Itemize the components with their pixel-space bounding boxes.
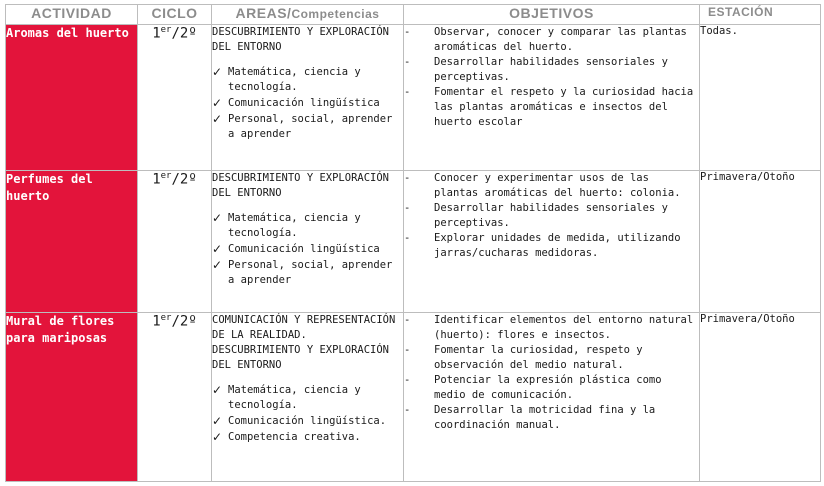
header-objetivos: OBJETIVOS [404,5,700,25]
list-item [212,258,403,288]
objetivo-text: Potenciar la expresión plástica como medio de comunicación. [434,374,662,401]
list-item [212,242,403,257]
list-item [212,65,403,95]
list-item [404,403,699,433]
list-item [404,201,699,231]
activity-cell: Perfumes del huerto [6,171,138,313]
competencias-list [212,383,403,445]
objetivos-list [404,25,699,130]
header-ciclo: CICLO [138,5,212,25]
areas-cell [212,25,404,171]
objetivo-text: Desarrollar habilidades sensoriales y perceptivas. [434,202,668,229]
competencias-list [212,65,403,142]
competencia-label: Comunicación lingüística [228,243,380,255]
header-areas [212,5,404,25]
competencia-label: Competencia creativa. [228,431,361,443]
list-item [212,96,403,111]
list-item [404,55,699,85]
dash-bullet: - [404,232,411,244]
cycle-rest: /2º [171,171,197,188]
cycle-cell [138,171,212,313]
competencia-label: Matemática, ciencia y tecnología. [228,212,361,239]
cycle-number: 1 [152,313,161,330]
list-item [212,414,403,429]
list-item [212,211,403,241]
activity-cell: Mural de flores para mariposas [6,313,138,482]
dash-bullet: - [404,344,411,356]
list-item [404,373,699,403]
list-item [404,171,699,201]
header-areas-main: AREAS/ [235,5,292,21]
competencia-label: Comunicación lingüística. [228,415,387,427]
competencia-label: Matemática, ciencia y tecnología. [228,384,361,411]
check-icon: ✓ [212,242,223,256]
objetivos-list [404,313,699,433]
cycle-rest: /2º [171,25,197,42]
cycle-superscript: er [160,25,172,35]
table-row [6,171,821,313]
check-icon: ✓ [212,112,223,126]
competencias-list [212,211,403,288]
dash-bullet: - [404,172,411,184]
table-row [6,25,821,171]
cycle-number: 1 [152,25,161,42]
area-title: DESCUBRIMIENTO Y EXPLORACIÓN DEL ENTORNO [212,344,390,371]
list-item [404,85,699,130]
cycle-cell [138,313,212,482]
objetivo-text: Identificar elementos del entorno natural (huerto): flores e insectos. [434,314,694,341]
cycle-number: 1 [152,171,161,188]
areas-cell [212,171,404,313]
objetivo-text: Fomentar la curiosidad, respeto y observación del medio natural. [434,344,643,371]
objectives-cell [404,171,700,313]
competencia-label: Comunicación lingüística [228,97,380,109]
competencia-label: Personal, social, aprender a aprender [228,259,393,286]
objetivo-text: Conocer y experimentar usos de las plantas aromáticas del huerto: colonia. [434,172,681,199]
dash-bullet: - [404,374,411,386]
area-title: COMUNICACIÓN Y REPRESENTACIÓN DE LA REALIDAD. [212,314,396,341]
list-item [404,343,699,373]
list-item [404,25,699,55]
check-icon: ✓ [212,258,223,272]
dash-bullet: - [404,404,411,416]
objetivo-text: Desarrollar la motricidad fina y la coordinación manual. [434,404,656,431]
table-row [6,313,821,482]
check-icon: ✓ [212,430,223,444]
objectives-cell [404,25,700,171]
dash-bullet: - [404,56,411,68]
header-actividad: ACTIVIDAD [6,5,138,25]
check-icon: ✓ [212,211,223,225]
cycle-superscript: er [160,313,172,323]
dash-bullet: - [404,86,411,98]
area-title: DESCUBRIMIENTO Y EXPLORACIÓN DEL ENTORNO [212,172,390,199]
list-item [212,112,403,142]
areas-cell [212,313,404,482]
activities-table [5,4,821,482]
station-cell: Primavera/Otoño [700,313,821,482]
table-header [6,5,821,25]
objetivo-text: Observar, conocer y comparar las plantas aromáticas del huerto. [434,26,687,53]
objetivo-text: Desarrollar habilidades sensoriales y perceptivas. [434,56,668,83]
list-item [404,231,699,261]
check-icon: ✓ [212,414,223,428]
header-estacion: ESTACIÓN [700,5,821,25]
check-icon: ✓ [212,65,223,79]
check-icon: ✓ [212,383,223,397]
station-cell: Primavera/Otoño [700,171,821,313]
activity-cell: Aromas del huerto [6,25,138,171]
dash-bullet: - [404,26,411,38]
dash-bullet: - [404,202,411,214]
station-cell: Todas. [700,25,821,171]
area-title: DESCUBRIMIENTO Y EXPLORACIÓN DEL ENTORNO [212,26,390,53]
objectives-cell [404,313,700,482]
header-areas-sub: Competencias [291,7,380,21]
check-icon: ✓ [212,96,223,110]
cycle-superscript: er [160,171,172,181]
table-body [6,25,821,482]
objetivo-text: Fomentar el respeto y la curiosidad hacia las plantas aromáticas e insectos del huerto escolar [434,86,694,128]
cycle-rest: /2º [171,313,197,330]
list-item [404,313,699,343]
objetivos-list [404,171,699,261]
competencia-label: Matemática, ciencia y tecnología. [228,66,361,93]
dash-bullet: - [404,314,411,326]
competencia-label: Personal, social, aprender a aprender [228,113,393,140]
list-item [212,383,403,413]
list-item [212,430,403,445]
objetivo-text: Explorar unidades de medida, utilizando jarras/cucharas medidoras. [434,232,681,259]
cycle-cell [138,25,212,171]
